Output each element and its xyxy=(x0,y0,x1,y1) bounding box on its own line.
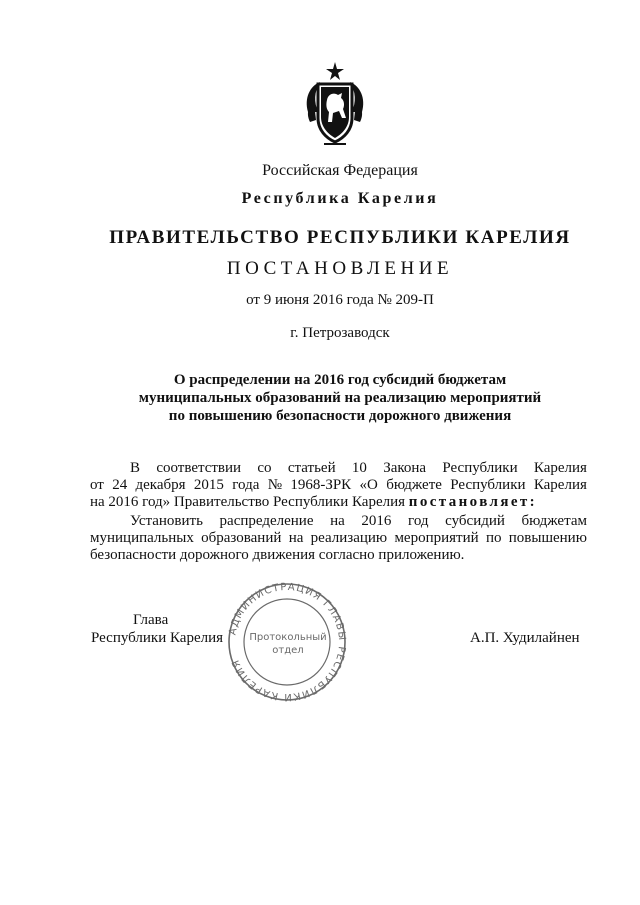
document-type: ПОСТАНОВЛЕНИЕ xyxy=(226,258,454,279)
word: Карелия xyxy=(533,460,587,476)
word: соответствии xyxy=(156,460,242,476)
country-name: Российская Федерация xyxy=(262,162,418,179)
word: 24 xyxy=(112,477,128,493)
word: реализацию xyxy=(310,530,388,546)
resolves-word: постановляет: xyxy=(408,494,538,510)
word: распределение xyxy=(219,513,314,529)
paragraph-line: безопасности дорожного движения согласно приложению. xyxy=(90,547,465,563)
signatory-name: А.П. Худилайнен xyxy=(470,630,580,646)
word: «О xyxy=(359,477,378,493)
word: на xyxy=(330,513,345,529)
word: по xyxy=(485,530,502,546)
word: 2015 xyxy=(193,477,224,493)
document-subject xyxy=(90,371,590,425)
stamp-inner-line2: отдел xyxy=(272,645,304,656)
word: на xyxy=(288,530,304,546)
stamp-outer-text: АДМИНИСТРАЦИЯ ГЛАВЫ РЕСПУБЛИКИ КАРЕЛИЯ xyxy=(227,582,348,702)
justified-line xyxy=(90,460,587,477)
coat-of-arms-emblem xyxy=(300,60,370,150)
paragraph-line xyxy=(90,494,587,511)
paragraph-1 xyxy=(90,460,587,511)
word: повышению xyxy=(508,530,587,546)
word: муниципальных xyxy=(90,530,194,546)
word: 1968-ЗРК xyxy=(290,477,352,493)
word: Закона xyxy=(383,460,427,476)
word: Республики xyxy=(442,460,518,476)
word: Установить xyxy=(130,513,203,529)
stamp-inner-line1: Протокольный xyxy=(249,632,327,643)
word: мероприятий xyxy=(394,530,479,546)
word: бюджете xyxy=(386,477,442,493)
justified-line xyxy=(90,530,587,547)
document-city: г. Петрозаводск xyxy=(290,325,390,341)
paragraph-2 xyxy=(90,513,587,564)
word: В xyxy=(130,460,141,476)
paragraph-text: на 2016 год» Правительство Республики Карелия xyxy=(90,494,406,510)
justified-line xyxy=(90,513,587,530)
word: года xyxy=(232,477,260,493)
word: 2016 xyxy=(361,513,392,529)
word: субсидий xyxy=(445,513,505,529)
word: от xyxy=(90,477,104,493)
word: статьей xyxy=(287,460,336,476)
subject-line: муниципальных образований на реализацию мероприятий xyxy=(138,390,542,406)
government-title: ПРАВИТЕЛЬСТВО РЕСПУБЛИКИ КАРЕЛИЯ xyxy=(109,227,571,248)
word: № xyxy=(267,477,282,493)
signatory-title-line1: Глава xyxy=(133,612,169,628)
word: год xyxy=(408,513,429,529)
document-date-number: от 9 июня 2016 года № 209-П xyxy=(246,292,434,308)
justified-line xyxy=(90,477,587,494)
republic-name: Республика Карелия xyxy=(241,190,439,207)
official-stamp xyxy=(222,582,352,702)
word: Республики xyxy=(450,477,526,493)
word: со xyxy=(257,460,272,476)
word: 10 xyxy=(351,460,367,476)
subject-line: О распределении на 2016 год субсидий бюджетам xyxy=(173,372,507,388)
word: образований xyxy=(201,530,282,546)
word: бюджетам xyxy=(521,513,587,529)
subject-line: по повышению безопасности дорожного движения xyxy=(168,408,512,424)
signatory-title-line2: Республики Карелия xyxy=(91,630,224,646)
word: декабря xyxy=(135,477,186,493)
word: Карелия xyxy=(533,477,587,493)
